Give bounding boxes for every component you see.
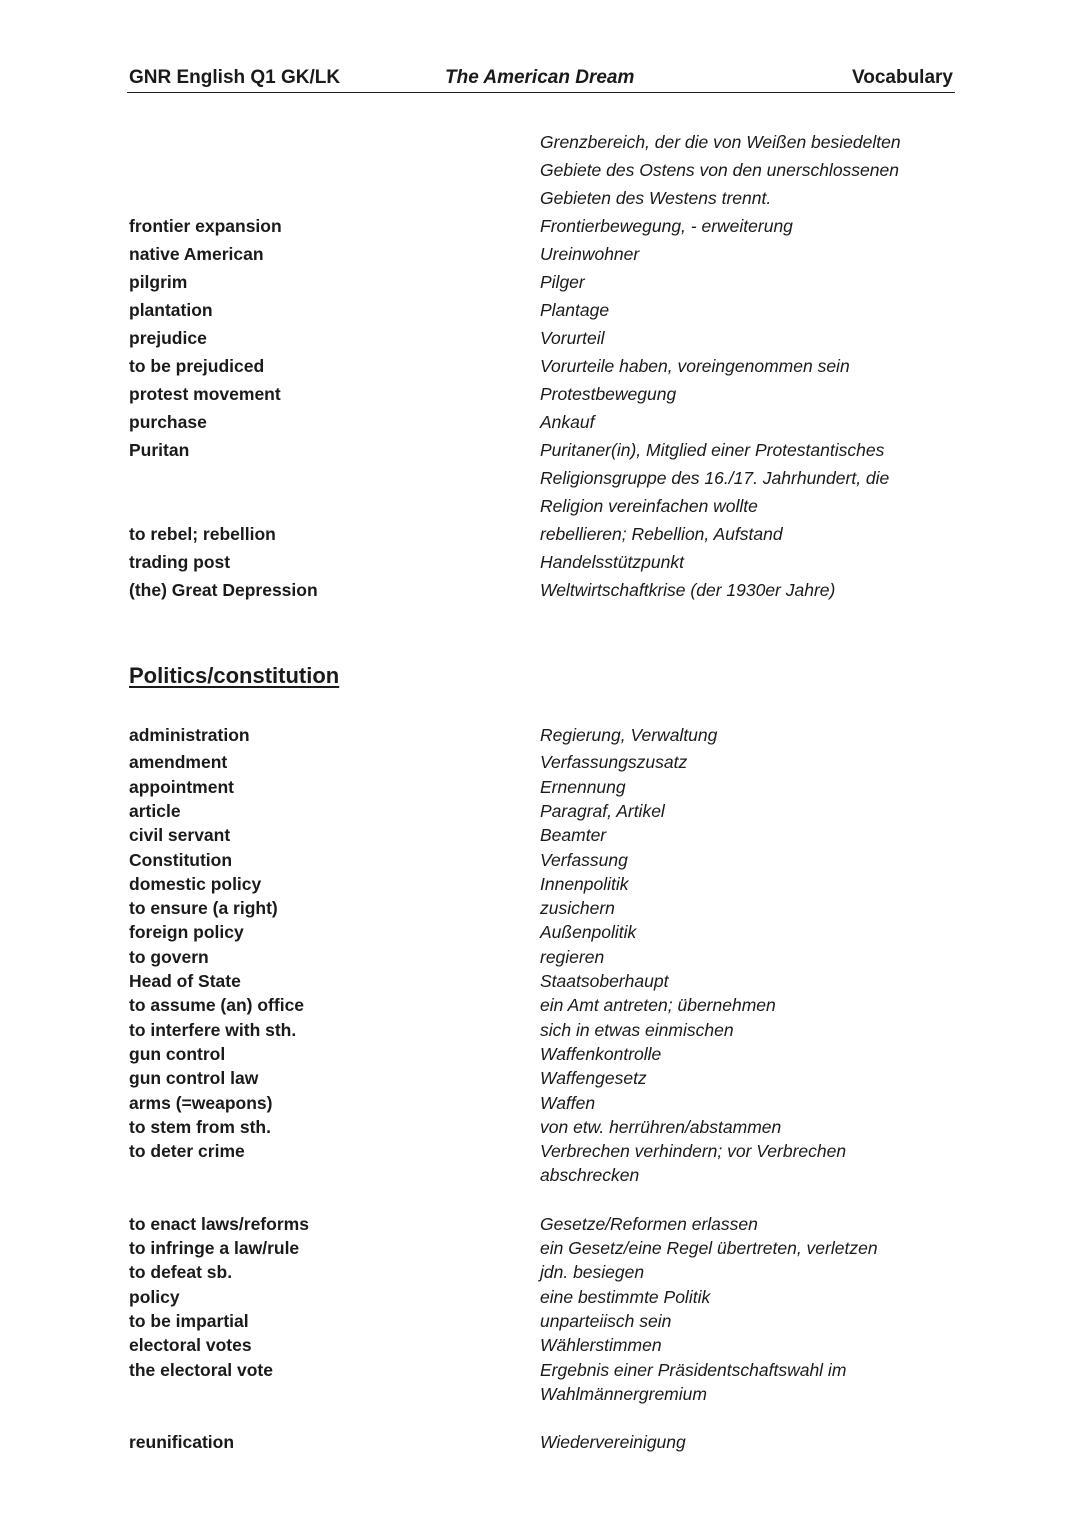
vocab-entry (0, 1358, 1080, 1404)
vocab-entry (0, 896, 1080, 922)
vocab-term: appointment (129, 776, 234, 797)
vocab-term: frontier expansion (129, 216, 282, 236)
vocab-translation: Religionsgruppe des 16./17. Jahrhundert, die (540, 468, 890, 488)
vocab-translation: Vorurteil (540, 328, 605, 348)
vocab-entry (0, 993, 1080, 1019)
vocab-term: to deter crime (129, 1141, 245, 1162)
vocab-entry (0, 240, 1080, 266)
vocab-translation: Paragraf, Artikel (540, 800, 665, 821)
vocab-term: purchase (129, 412, 207, 432)
vocab-entry (0, 823, 1080, 849)
vocab-entry (0, 268, 1080, 294)
vocab-translation: Waffengesetz (540, 1068, 647, 1089)
vocab-term: administration (129, 725, 250, 745)
vocab-entry (0, 799, 1080, 825)
vocab-entry (0, 1018, 1080, 1044)
vocab-entry (0, 1066, 1080, 1092)
vocab-entry (0, 920, 1080, 946)
vocab-entry (0, 969, 1080, 995)
vocab-term: Constitution (129, 849, 233, 870)
vocab-translation: Gebieten des Westens trennt. (540, 188, 772, 208)
vocab-term: pilgrim (129, 272, 188, 292)
vocab-term: to interfere with sth. (129, 1019, 297, 1040)
vocab-translation: Religion vereinfachen wollte (540, 496, 758, 516)
vocab-term: policy (129, 1286, 180, 1307)
vocab-entry (0, 156, 1080, 182)
vocab-translation: Pilger (540, 272, 585, 292)
vocab-entry (0, 1260, 1080, 1286)
vocab-term: to rebel; rebellion (129, 524, 276, 544)
vocab-term: gun control (129, 1043, 226, 1064)
vocab-term: to enact laws/reforms (129, 1213, 309, 1234)
vocab-term: to defeat sb. (129, 1262, 233, 1283)
vocab-entry (0, 436, 1080, 516)
vocab-entry (0, 324, 1080, 350)
vocab-entry (0, 1309, 1080, 1335)
vocab-entry (0, 872, 1080, 898)
vocab-entry (0, 1115, 1080, 1141)
vocab-term: prejudice (129, 328, 207, 348)
vocab-translation: Protestbewegung (540, 384, 677, 404)
vocab-translation: Handelsstützpunkt (540, 552, 684, 572)
vocab-translation: Ernennung (540, 776, 626, 797)
vocab-entry (0, 750, 1080, 776)
section-heading: Politics/constitution (129, 663, 340, 688)
vocab-term: article (129, 800, 181, 821)
vocab-entry (0, 212, 1080, 238)
vocab-translation: Ergebnis einer Präsidentschaftswahl im (540, 1359, 847, 1380)
vocab-term: protest movement (129, 384, 281, 404)
vocab-translation: Weltwirtschaftkrise (der 1930er Jahre) (540, 580, 836, 600)
vocab-entry (0, 576, 1080, 602)
vocab-translation: Wählerstimmen (540, 1335, 662, 1356)
vocab-translation: abschrecken (540, 1165, 640, 1186)
vocab-term: arms (=weapons) (129, 1092, 273, 1113)
vocab-term: plantation (129, 300, 213, 320)
vocab-translation: Puritaner(in), Mitglied einer Protestantisches (540, 440, 885, 460)
vocab-term: to be prejudiced (129, 356, 265, 376)
vocab-entry (0, 945, 1080, 971)
vocab-entry (0, 352, 1080, 378)
vocab-entry (0, 1042, 1080, 1068)
vocab-translation: regieren (540, 946, 605, 967)
vocab-translation: zusichern (540, 898, 615, 919)
vocab-translation: Vorurteile haben, voreingenommen sein (540, 356, 850, 376)
vocab-translation: Verfassung (540, 849, 628, 870)
vocab-term: Puritan (129, 440, 190, 460)
vocab-translation: Wiedervereinigung (540, 1432, 686, 1453)
vocab-entry (0, 723, 1080, 749)
vocab-translation: Frontierbewegung, - erweiterung (540, 216, 793, 236)
vocab-term: to ensure (a right) (129, 898, 278, 919)
vocab-entry (0, 128, 1080, 154)
vocab-term: the electoral vote (129, 1359, 273, 1380)
vocab-entry (0, 848, 1080, 874)
vocab-translation: jdn. besiegen (540, 1262, 645, 1283)
vocab-term: reunification (129, 1432, 235, 1453)
vocab-term: amendment (129, 752, 228, 773)
vocab-term: (the) Great Depression (129, 580, 318, 600)
vocab-translation: Beamter (540, 825, 607, 846)
vocab-translation: sich in etwas einmischen (540, 1019, 734, 1040)
vocab-translation: Ankauf (540, 412, 595, 432)
vocab-translation: Innenpolitik (540, 873, 629, 894)
vocab-term: gun control law (129, 1068, 259, 1089)
vocab-translation: Grenzbereich, der die von Weißen besiedelten (540, 132, 901, 152)
vocab-translation: Plantage (540, 300, 610, 320)
vocab-translation: Gesetze/Reformen erlassen (540, 1213, 758, 1234)
vocab-translation: Verfassungszusatz (540, 752, 688, 773)
vocab-entry (0, 296, 1080, 322)
vocab-translation: Waffenkontrolle (540, 1043, 662, 1064)
vocab-term: foreign policy (129, 922, 244, 943)
vocab-term: domestic policy (129, 873, 262, 894)
vocab-entry (0, 380, 1080, 406)
vocab-translation: Außenpolitik (540, 922, 637, 943)
vocab-translation: eine bestimmte Politik (540, 1286, 711, 1307)
vocab-translation: Wahlmännergremium (540, 1383, 707, 1404)
vocab-term: to infringe a law/rule (129, 1238, 300, 1258)
vocab-translation: Waffen (540, 1092, 596, 1113)
vocab-translation: Regierung, Verwaltung (540, 725, 718, 745)
vocab-entry (0, 184, 1080, 210)
vocab-translation: unparteiisch sein (540, 1310, 672, 1331)
section-label: Vocabulary (851, 67, 953, 88)
vocab-entry (0, 1430, 1080, 1456)
vocab-term: electoral votes (129, 1335, 252, 1356)
vocab-term: civil servant (129, 825, 231, 846)
vocab-term: to assume (an) office (129, 995, 305, 1016)
vocab-translation: von etw. herrühren/abstammen (540, 1116, 782, 1137)
vocab-term: Head of State (129, 971, 241, 991)
vocab-translation: ein Gesetz/eine Regel übertreten, verletzen (540, 1238, 878, 1258)
vocab-entry (0, 1091, 1080, 1117)
vocab-translation: Staatsoberhaupt (540, 971, 669, 991)
vocab-entry (0, 1212, 1080, 1238)
vocab-term: to be impartial (129, 1310, 249, 1331)
page-header (127, 66, 955, 93)
vocab-entry (0, 520, 1080, 546)
vocab-entry (0, 775, 1080, 801)
vocab-term: trading post (129, 552, 231, 572)
vocab-term: to stem from sth. (129, 1116, 271, 1137)
vocab-entry (0, 1139, 1080, 1186)
course-title: GNR English Q1 GK/LK (129, 67, 341, 88)
vocab-translation: Gebiete des Ostens von den unerschlossenen (540, 160, 899, 180)
vocab-entry (0, 1236, 1080, 1262)
topic-title: The American Dream (445, 67, 635, 88)
vocab-translation: Verbrechen verhindern; vor Verbrechen (540, 1141, 847, 1162)
vocab-entry (0, 408, 1080, 434)
vocab-term: to govern (129, 946, 209, 967)
vocab-translation: rebellieren; Rebellion, Aufstand (540, 524, 783, 544)
vocab-term: native American (129, 244, 264, 264)
vocab-translation: ein Amt antreten; übernehmen (540, 995, 776, 1016)
vocab-translation: Ureinwohner (540, 244, 640, 264)
vocab-entry (0, 1285, 1080, 1311)
vocab-entry (0, 548, 1080, 574)
vocab-entry (0, 1333, 1080, 1359)
